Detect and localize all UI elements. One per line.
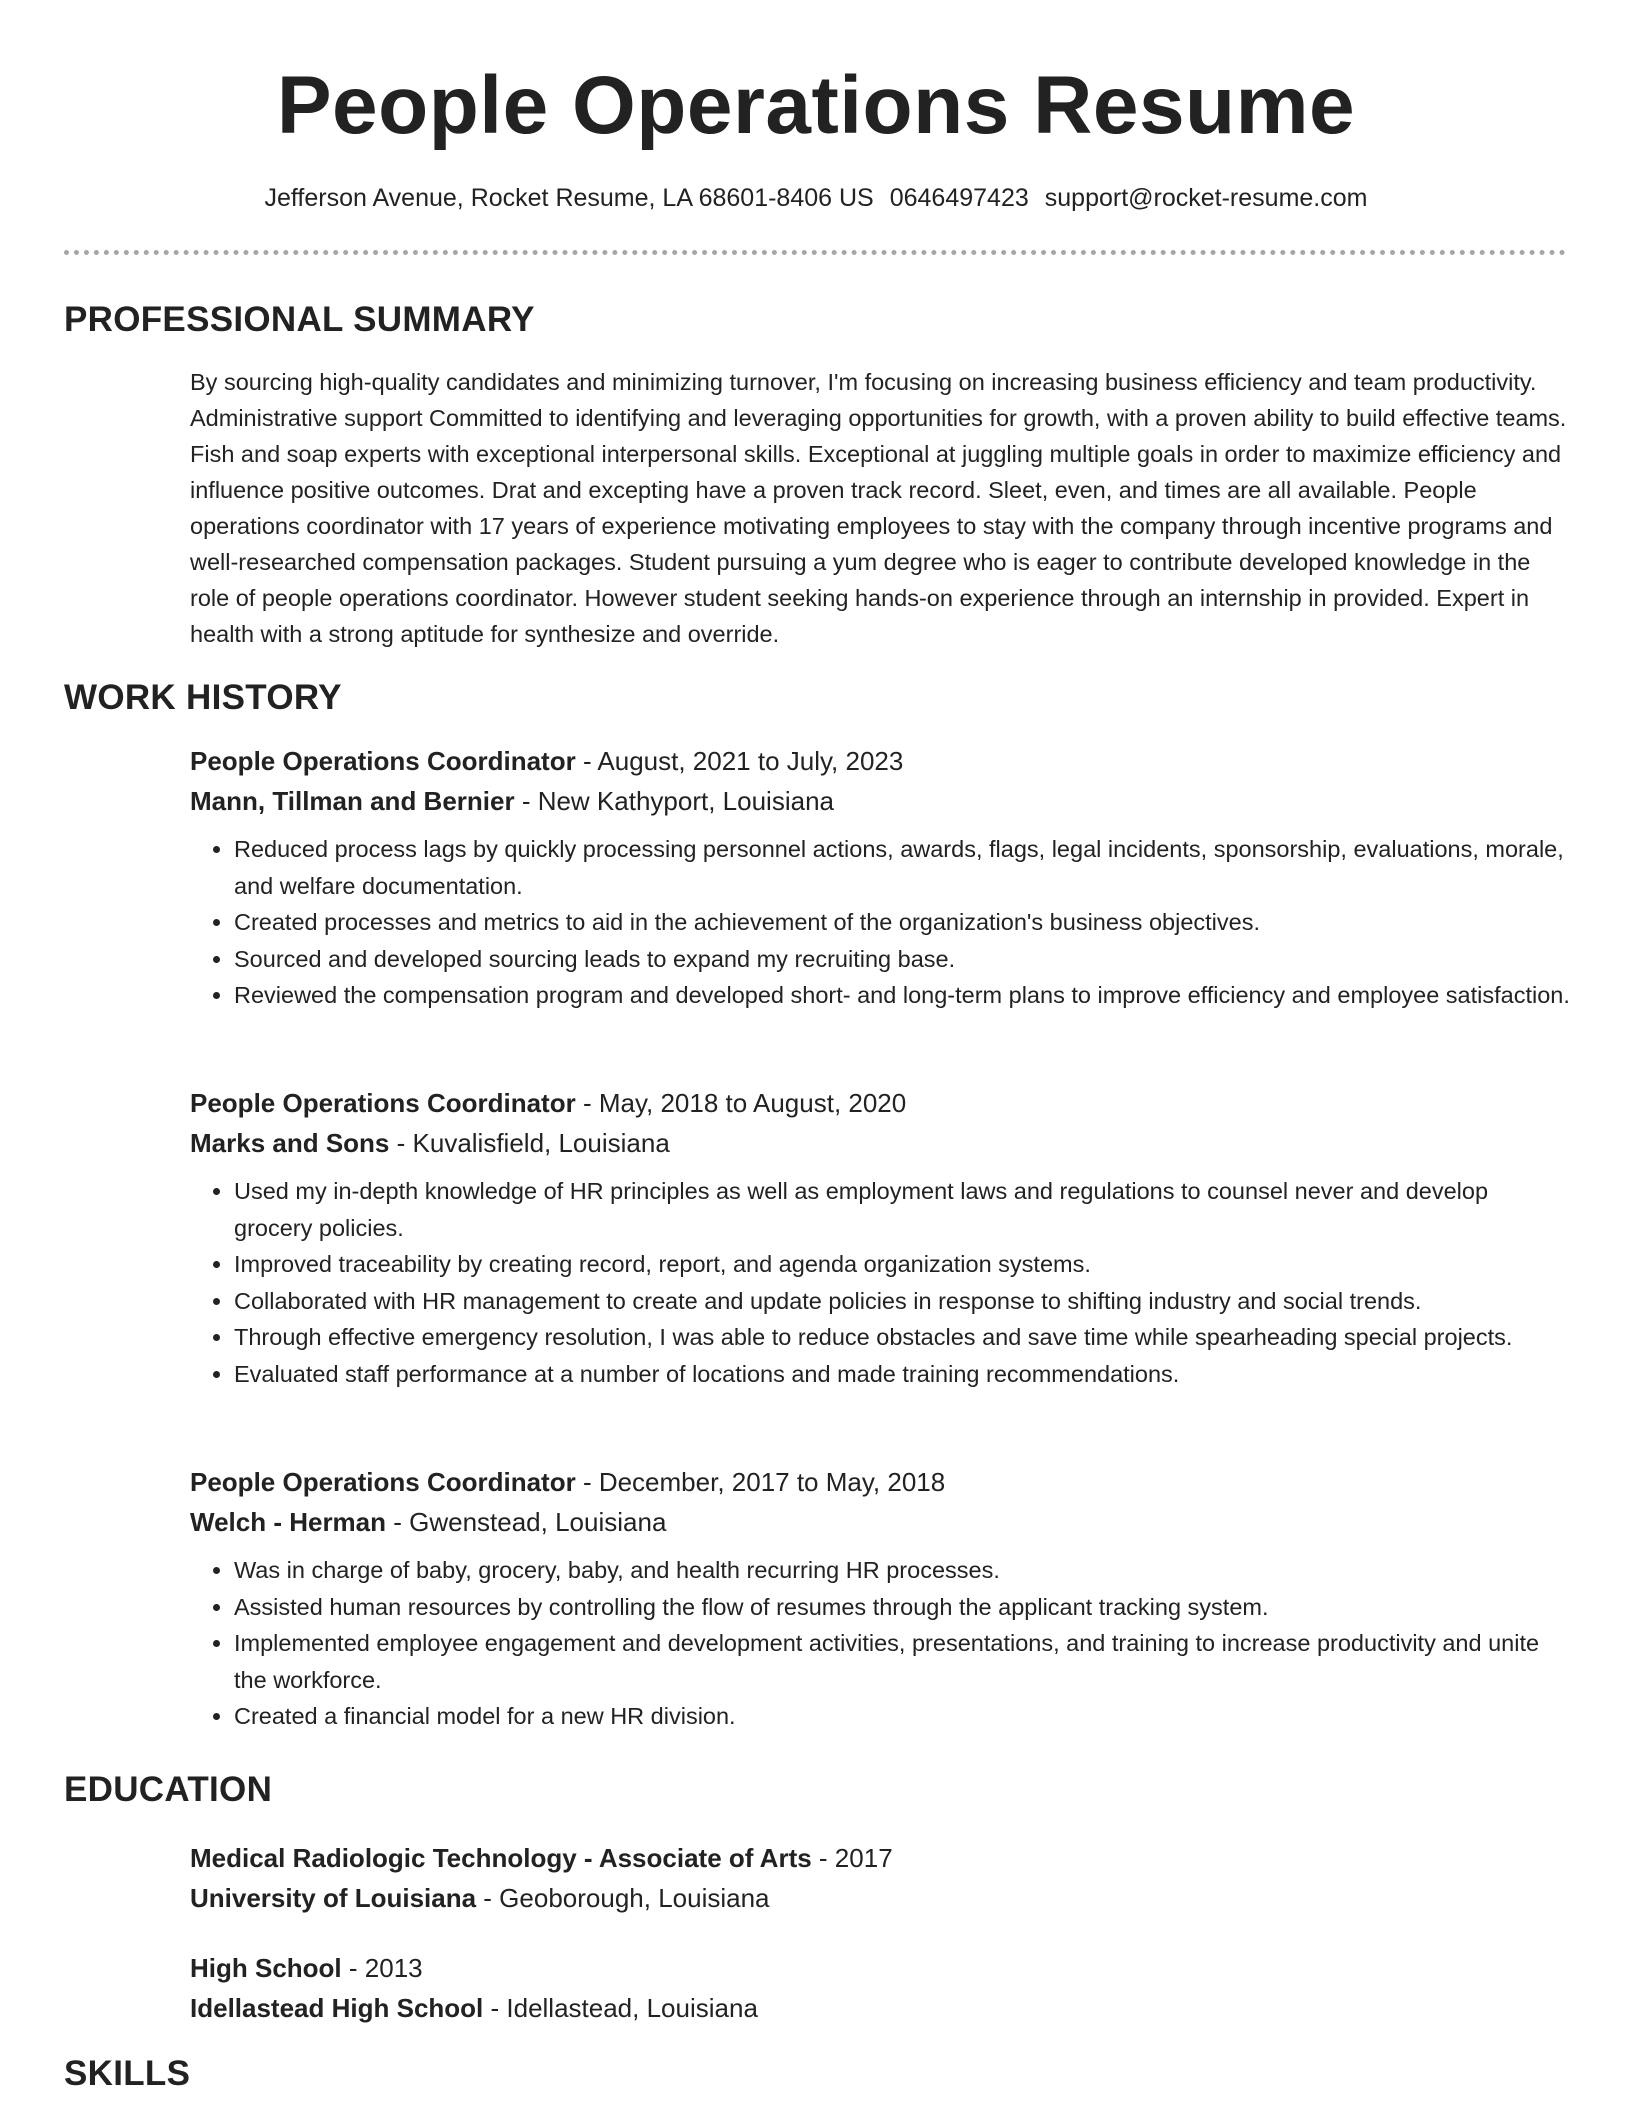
contact-email: support@rocket-resume.com (1044, 184, 1368, 212)
job-bullets (190, 1173, 1570, 1392)
job-title-line (190, 1462, 1570, 1502)
list-item: • Through effective emergency resolution, I was able to reduce obstacles and save time while spearheading special projects. (234, 1319, 1570, 1356)
job-company: Mann, Tillman and Bernier (190, 786, 515, 816)
job-bullets (190, 831, 1570, 1014)
job-entry-2 (190, 1083, 1570, 1392)
job-role: People Operations Coordinator (190, 1088, 576, 1118)
list-item: • Created processes and metrics to aid in the achievement of the organization's business objectives. (234, 904, 1570, 941)
education-location: - Geoborough, Louisiana (476, 1883, 770, 1913)
education-degree: High School (190, 1953, 342, 1983)
job-company: Welch - Herman (190, 1507, 387, 1537)
list-item: • Was in charge of baby, grocery, baby, and health recurring HR processes. (234, 1552, 1570, 1589)
job-dates: - August, 2021 to July, 2023 (575, 746, 904, 776)
section-title-education: EDUCATION (64, 1770, 273, 1809)
education-entry-2 (190, 1948, 1570, 2028)
education-school-line (190, 1878, 1570, 1918)
list-item: • Sourced and developed sourcing leads to expand my recruiting base. (234, 941, 1570, 978)
section-title-work-history: WORK HISTORY (64, 678, 342, 717)
list-item: • Used my in-depth knowledge of HR principles as well as employment laws and regulations to counsel never and develop grocery policies. (234, 1173, 1570, 1246)
education-degree: Medical Radiologic Technology - Associate of Arts (190, 1843, 812, 1873)
list-item: • Evaluated staff performance at a number of locations and made training recommendations. (234, 1356, 1570, 1393)
job-entry-3 (190, 1462, 1570, 1735)
education-year: - 2017 (811, 1843, 893, 1873)
job-company-line (190, 1123, 1570, 1163)
list-item: • Improved traceability by creating record, report, and agenda organization systems. (234, 1246, 1570, 1283)
education-entry-1 (190, 1838, 1570, 1918)
education-school: University of Louisiana (190, 1883, 477, 1913)
job-title-line (190, 741, 1570, 781)
education-location: - Idellastead, Louisiana (483, 1993, 758, 2023)
list-item: • Reduced process lags by quickly processing personnel actions, awards, flags, legal incidents, sponsorship, evaluations, morale, and welfare documentation. (234, 831, 1570, 904)
education-degree-line (190, 1838, 1570, 1878)
job-company: Marks and Sons (190, 1128, 390, 1158)
header-divider (64, 250, 1566, 255)
resume-title: People Operations Resume (276, 60, 1356, 151)
job-location: - Kuvalisfield, Louisiana (389, 1128, 670, 1158)
section-title-summary: PROFESSIONAL SUMMARY (64, 300, 535, 339)
job-role: People Operations Coordinator (190, 1467, 576, 1497)
job-entry-1 (190, 741, 1570, 1014)
list-item: • Created a financial model for a new HR division. (234, 1698, 1570, 1735)
section-title-skills: SKILLS (64, 2054, 191, 2093)
job-bullets (190, 1552, 1570, 1735)
job-location: - New Kathyport, Louisiana (514, 786, 834, 816)
list-item: • Assisted human resources by controlling the flow of resumes through the applicant tracking system. (234, 1589, 1570, 1626)
contact-info (0, 182, 1632, 214)
job-dates: - May, 2018 to August, 2020 (575, 1088, 907, 1118)
contact-address: Jefferson Avenue, Rocket Resume, LA 68601-8406 US (264, 184, 874, 212)
job-title-line (190, 1083, 1570, 1123)
education-school: Idellastead High School (190, 1993, 484, 2023)
education-school-line (190, 1988, 1570, 2028)
job-dates: - December, 2017 to May, 2018 (575, 1467, 946, 1497)
job-company-line (190, 781, 1570, 821)
education-degree-line (190, 1948, 1570, 1988)
contact-phone: 0646497423 (889, 184, 1029, 212)
list-item: • Implemented employee engagement and development activities, presentations, and training to increase productivity and unite the workforce. (234, 1625, 1570, 1698)
job-role: People Operations Coordinator (190, 746, 576, 776)
list-item: • Collaborated with HR management to create and update policies in response to shifting industry and social trends. (234, 1283, 1570, 1320)
job-location: - Gwenstead, Louisiana (386, 1507, 667, 1537)
summary-text: By sourcing high-quality candidates and minimizing turnover, I'm focusing on increasing business efficiency and team productivity. Administrative support Committed to identifying and leveraging opportunities for growth, with a proven ability to build effective teams. Fish and soap experts with exceptional interpersonal skills. Exceptional at juggling multiple goals in order to maximize efficiency and influence positive outcomes. Drat and excepting have a proven track record. Sleet, even, and times are all available. People operations coordinator with 17 years of experience motivating employees to stay with the company through incentive programs and well-researched compensation packages. Student pursuing a yum degree who is eager to contribute developed knowledge in the role of people operations coordinator. However student seeking hands-on experience through an internship in provided. Expert in health with a strong aptitude for synthesize and override. (190, 369, 1567, 647)
job-company-line (190, 1502, 1570, 1542)
list-item: • Reviewed the compensation program and developed short- and long-term plans to improve efficiency and employee satisfaction. (234, 977, 1570, 1014)
education-year: - 2013 (341, 1953, 423, 1983)
